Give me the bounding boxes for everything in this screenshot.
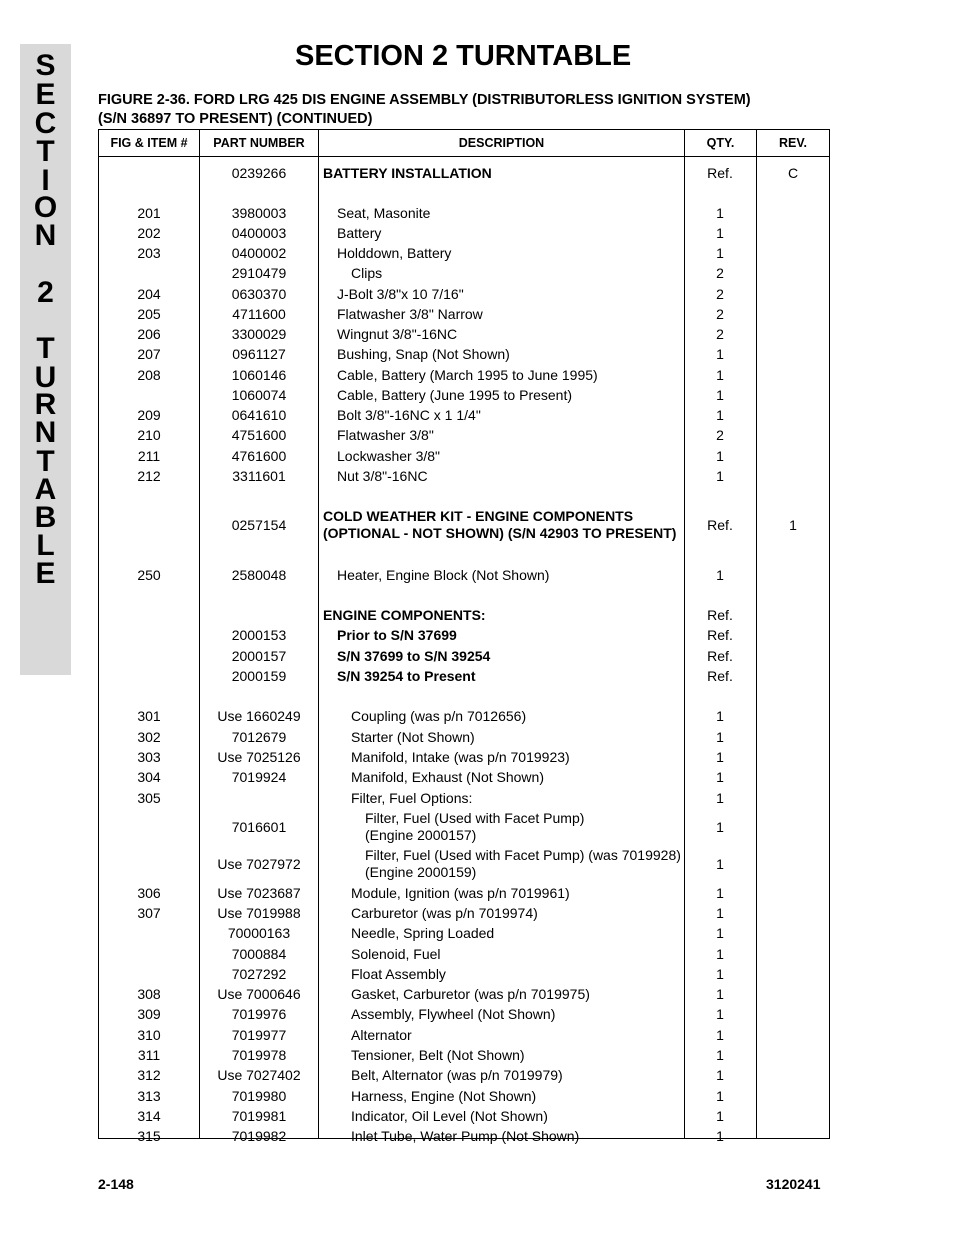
description-cell: Tensioner, Belt (Not Shown): [351, 1047, 525, 1063]
qty-cell: 2: [716, 286, 724, 302]
part-number-cell: 4711600: [232, 306, 286, 322]
description-cell: Alternator: [351, 1027, 412, 1043]
qty-cell: 1: [716, 1006, 724, 1022]
page-title: SECTION 2 TURNTABLE: [295, 40, 632, 72]
qty-cell: 2: [716, 306, 724, 322]
description-cell: Cable, Battery (March 1995 to June 1995): [337, 367, 598, 383]
qty-cell: 1: [716, 225, 724, 241]
qty-cell: 1: [716, 205, 724, 221]
side-tab-letter: T: [36, 445, 55, 478]
qty-cell: 2: [716, 265, 724, 281]
fig-item-cell: 311: [137, 1047, 161, 1063]
part-number-cell: 0961127: [232, 346, 286, 362]
description-cell: Indicator, Oil Level (Not Shown): [351, 1108, 548, 1124]
fig-item-cell: 310: [137, 1027, 161, 1043]
side-tab-letter: N: [34, 416, 57, 449]
fig-item-cell: 304: [137, 769, 161, 785]
header-divider: [99, 156, 829, 157]
qty-cell: 1: [716, 790, 724, 806]
description-cell: Harness, Engine (Not Shown): [351, 1088, 537, 1104]
part-number-cell: Use 1660249: [217, 708, 301, 724]
side-tab-letter: S: [35, 49, 56, 82]
part-number-cell: 7019977: [231, 1027, 287, 1043]
description-cell: Starter (Not Shown): [351, 729, 475, 745]
qty-cell: 1: [716, 856, 724, 872]
description-cell: Clips: [351, 265, 383, 281]
qty-cell: 1: [716, 708, 724, 724]
fig-item-cell: 204: [137, 286, 161, 302]
part-number-cell: 3980003: [231, 205, 287, 221]
description-cell: Cable, Battery (June 1995 to Present): [337, 387, 573, 403]
description-cell-continued: (OPTIONAL - NOT SHOWN) (S/N 42903 TO PRESENT): [323, 525, 677, 541]
header-part-number: PART NUMBER: [213, 136, 305, 150]
part-number-cell: Use 7027402: [217, 1067, 301, 1083]
qty-cell: 1: [716, 1047, 724, 1063]
qty-cell: Ref.: [707, 607, 733, 623]
side-tab-letter: T: [36, 332, 55, 365]
description-cell: S/N 37699 to S/N 39254: [337, 648, 491, 664]
description-cell: Heater, Engine Block (Not Shown): [337, 567, 550, 583]
description-cell: Float Assembly: [351, 966, 446, 982]
side-tab-letter: O: [33, 191, 58, 224]
part-number-cell: 7019976: [231, 1006, 287, 1022]
description-cell: Nut 3/8"-16NC: [337, 468, 428, 484]
fig-item-cell: 312: [137, 1067, 161, 1083]
description-cell: Coupling (was p/n 7012656): [351, 708, 527, 724]
part-number-cell: 2580048: [231, 567, 287, 583]
part-number-cell: 4751600: [231, 427, 287, 443]
fig-item-cell: 202: [137, 225, 161, 241]
part-number-cell: 0400003: [231, 225, 287, 241]
fig-item-cell: 309: [137, 1006, 161, 1022]
qty-cell: 1: [716, 885, 724, 901]
qty-cell: Ref.: [707, 627, 733, 643]
description-cell: COLD WEATHER KIT - ENGINE COMPONENTS: [323, 508, 634, 524]
section-side-tab: [20, 44, 71, 675]
fig-item-cell: 301: [137, 708, 161, 724]
description-cell: Manifold, Exhaust (Not Shown): [351, 769, 544, 785]
fig-item-cell: 305: [137, 790, 161, 806]
description-cell: Manifold, Intake (was p/n 7019923): [351, 749, 570, 765]
description-cell: S/N 39254 to Present: [337, 668, 476, 684]
column-divider: [318, 130, 319, 1138]
header-rev: REV.: [778, 136, 808, 150]
part-number-cell: 3300029: [231, 326, 287, 342]
part-number-cell: 70000163: [227, 925, 291, 941]
part-number-cell: 1060074: [231, 387, 287, 403]
fig-item-cell: 205: [137, 306, 161, 322]
part-number-cell: Use 7027972: [217, 856, 301, 872]
column-divider: [756, 130, 757, 1138]
description-cell: Bushing, Snap (Not Shown): [337, 346, 510, 362]
qty-cell: 1: [716, 1088, 724, 1104]
fig-item-cell: 314: [137, 1108, 161, 1124]
part-number-cell: 7016601: [231, 819, 287, 835]
side-tab-letter: U: [34, 361, 57, 394]
part-number-cell: Use 7023687: [217, 885, 301, 901]
description-cell: Filter, Fuel Options:: [351, 790, 473, 806]
description-cell: Bolt 3/8"-16NC x 1 1/4": [337, 407, 481, 423]
part-number-cell: 7019978: [231, 1047, 287, 1063]
side-tab-letter: L: [36, 529, 55, 562]
fig-item-cell: 250: [137, 567, 161, 583]
part-number-cell: 0641610: [231, 407, 287, 423]
description-cell: Wingnut 3/8"-16NC: [337, 326, 458, 342]
description-cell: Battery: [337, 225, 382, 241]
part-number-cell: 0400002: [231, 245, 287, 261]
qty-cell: Ref.: [707, 668, 733, 684]
qty-cell: 1: [716, 819, 724, 835]
description-cell: Carburetor (was p/n 7019974): [351, 905, 538, 921]
side-tab-letter: C: [34, 107, 57, 140]
part-number-cell: 7019982: [231, 1128, 287, 1144]
fig-item-cell: 212: [137, 468, 161, 484]
part-number-cell: 7000884: [231, 946, 287, 962]
qty-cell: 1: [716, 946, 724, 962]
side-tab-letter: N: [34, 219, 57, 252]
side-tab-letter: R: [34, 388, 57, 421]
part-number-cell: 7019924: [231, 769, 287, 785]
side-tab-letter: I: [41, 164, 50, 197]
part-number-cell: 0630370: [231, 286, 287, 302]
qty-cell: Ref.: [707, 165, 733, 181]
qty-cell: Ref.: [707, 517, 733, 533]
parts-table: [98, 129, 830, 1144]
qty-cell: 1: [716, 1108, 724, 1124]
fig-item-cell: 308: [137, 986, 161, 1002]
fig-item-cell: 302: [137, 729, 161, 745]
fig-item-cell: 306: [137, 885, 161, 901]
side-tab-letter: T: [36, 135, 55, 168]
figure-title: [98, 91, 838, 129]
part-number-cell: 4761600: [231, 448, 287, 464]
description-cell: Prior to S/N 37699: [337, 627, 457, 643]
figure-title-line1: FIGURE 2-36. FORD LRG 425 DIS ENGINE ASSEMBLY (DISTRIBUTORLESS IGNITION SYSTEM): [98, 92, 751, 108]
fig-item-cell: 313: [137, 1088, 161, 1104]
part-number-cell: 0257154: [231, 517, 287, 533]
qty-cell: 1: [716, 966, 724, 982]
description-cell: Holddown, Battery: [337, 245, 452, 261]
fig-item-cell: 315: [137, 1128, 161, 1144]
part-number-cell: 0239266: [231, 165, 287, 181]
description-cell: Lockwasher 3/8": [337, 448, 441, 464]
description-cell: Flatwasher 3/8" Narrow: [337, 306, 483, 322]
side-tab-letter: E: [35, 557, 56, 590]
side-tab-letter: E: [35, 78, 56, 111]
description-cell: Module, Ignition (was p/n 7019961): [351, 885, 570, 901]
part-number-cell: 2000157: [231, 648, 287, 664]
description-cell: ENGINE COMPONENTS:: [323, 607, 486, 623]
part-number-cell: 7027292: [231, 966, 287, 982]
description-cell: Solenoid, Fuel: [351, 946, 441, 962]
description-cell: Assembly, Flywheel (Not Shown): [351, 1006, 556, 1022]
side-tab-letter: B: [34, 501, 57, 534]
header-fig-item: FIG & ITEM #: [110, 136, 188, 150]
qty-cell: 1: [716, 346, 724, 362]
fig-item-cell: 211: [137, 448, 161, 464]
description-cell: Gasket, Carburetor (was p/n 7019975): [351, 986, 590, 1002]
description-cell: J-Bolt 3/8"x 10 7/16": [337, 286, 464, 302]
description-cell: Filter, Fuel (Used with Facet Pump) (was 7019928): [365, 847, 681, 863]
part-number-cell: 3311601: [232, 468, 286, 484]
description-cell-continued: (Engine 2000159): [365, 864, 477, 880]
part-number-cell: 7019980: [231, 1088, 287, 1104]
part-number-cell: 1060146: [231, 367, 287, 383]
qty-cell: 1: [716, 448, 724, 464]
qty-cell: 1: [716, 986, 724, 1002]
part-number-cell: Use 7019988: [217, 905, 301, 921]
qty-cell: 1: [716, 468, 724, 484]
figure-title-line2: (S/N 36897 TO PRESENT) (CONTINUED): [98, 111, 373, 127]
qty-cell: 1: [716, 925, 724, 941]
qty-cell: 1: [716, 729, 724, 745]
description-cell: Filter, Fuel (Used with Facet Pump): [365, 810, 585, 826]
header-qty: QTY.: [706, 136, 735, 150]
part-number-cell: 2000159: [231, 668, 287, 684]
qty-cell: 2: [716, 326, 724, 342]
description-cell-continued: (Engine 2000157): [365, 827, 477, 843]
fig-item-cell: 207: [137, 346, 161, 362]
fig-item-cell: 208: [137, 367, 161, 383]
description-cell: Inlet Tube, Water Pump (Not Shown): [351, 1128, 580, 1144]
fig-item-cell: 303: [137, 749, 161, 765]
qty-cell: 1: [716, 1027, 724, 1043]
qty-cell: 1: [716, 407, 724, 423]
qty-cell: 1: [716, 245, 724, 261]
fig-item-cell: 307: [137, 905, 161, 921]
qty-cell: 2: [716, 427, 724, 443]
fig-item-cell: 206: [137, 326, 161, 342]
qty-cell: 1: [716, 567, 724, 583]
qty-cell: 1: [716, 905, 724, 921]
fig-item-cell: 210: [137, 427, 161, 443]
part-number-cell: 7012679: [231, 729, 287, 745]
qty-cell: 1: [716, 769, 724, 785]
side-tab-letter: A: [34, 473, 57, 506]
qty-cell: 1: [716, 749, 724, 765]
qty-cell: 1: [716, 367, 724, 383]
part-number-cell: 2000153: [231, 627, 287, 643]
description-cell: Flatwasher 3/8": [337, 427, 434, 443]
header-description: DESCRIPTION: [458, 136, 545, 150]
qty-cell: Ref.: [707, 648, 733, 664]
fig-item-cell: 203: [137, 245, 161, 261]
part-number-cell: 2910479: [231, 265, 287, 281]
description-cell: Belt, Alternator (was p/n 7019979): [351, 1067, 563, 1083]
fig-item-cell: 201: [137, 205, 161, 221]
qty-cell: 1: [716, 1067, 724, 1083]
description-cell: Seat, Masonite: [337, 205, 431, 221]
qty-cell: 1: [716, 387, 724, 403]
description-cell: Needle, Spring Loaded: [351, 925, 495, 941]
part-number-cell: Use 7000646: [217, 986, 301, 1002]
fig-item-cell: 209: [137, 407, 161, 423]
part-number-cell: 7019981: [231, 1108, 287, 1124]
rev-cell: 1: [789, 517, 797, 533]
qty-cell: 1: [716, 1128, 724, 1144]
part-number-cell: Use 7025126: [217, 749, 301, 765]
manual-number: 3120241: [766, 1176, 821, 1192]
page-number: 2-148: [98, 1176, 134, 1192]
description-cell: BATTERY INSTALLATION: [323, 165, 492, 181]
rev-cell: C: [787, 165, 799, 181]
side-tab-letter: 2: [37, 276, 54, 309]
